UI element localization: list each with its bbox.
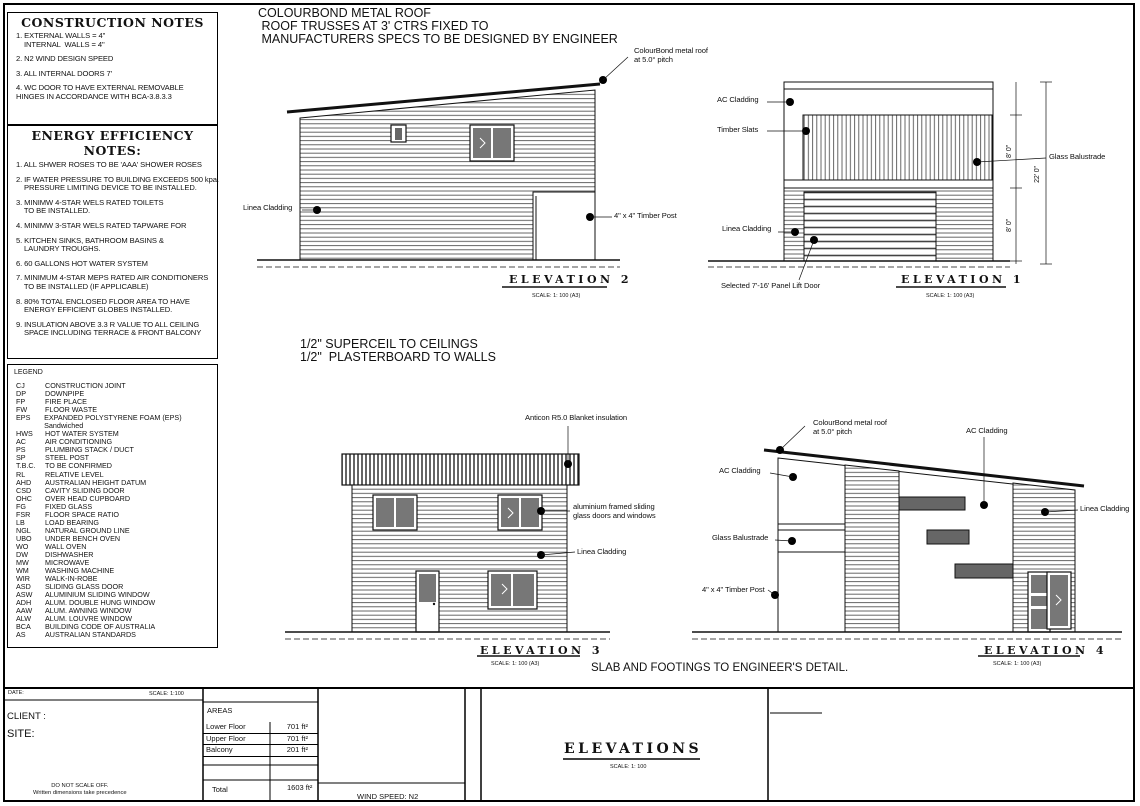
legend-desc: HOT WATER SYSTEM xyxy=(45,429,119,439)
energy-notes-title: ENERGY EFFICIENCY NOTES: xyxy=(31,128,194,158)
e3-title: ELEVATION 3 xyxy=(480,644,604,657)
energy-note: 2. IF WATER PRESSURE TO BUILDING EXCEEDS 500 kpa. PRESSURE LIMITING DEVICE TO BE INSTALLED. xyxy=(16,174,219,193)
legend-desc: LOAD BEARING xyxy=(45,517,99,527)
e4-scale: SCALE: 1: 100 (A3) xyxy=(993,661,1042,667)
ceiling-note: 1/2" SUPERCEIL TO CEILINGS 1/2" PLASTERBOARD TO WALLS xyxy=(300,337,496,364)
slab-note: SLAB AND FOOTINGS TO ENGINEER'S DETAIL. xyxy=(591,662,849,674)
construction-notes-title: CONSTRUCTION NOTES xyxy=(21,15,204,30)
legend-desc: DISHWASHER xyxy=(45,549,94,559)
wind-speed: WIND SPEED: N2 xyxy=(357,792,419,801)
e1-door-label: Selected 7'-16' Panel Lift Door xyxy=(721,281,821,290)
area-value: 701 ft² xyxy=(286,722,308,731)
e1-slats-label: Timber Slats xyxy=(717,125,759,134)
legend-code: LB xyxy=(16,517,25,527)
legend-code: ASD xyxy=(16,582,31,592)
legend-code: RL xyxy=(16,469,26,479)
e1-dim-upper: 8' 0" xyxy=(1006,144,1014,159)
legend-code: AC xyxy=(16,437,26,447)
legend-code: ADH xyxy=(16,598,32,608)
legend-desc: AUSTRALIAN STANDARDS xyxy=(45,630,136,640)
client-label: CLIENT : xyxy=(7,711,46,722)
legend-desc: BUILDING CODE OF AUSTRALIA xyxy=(45,622,156,632)
energy-note: 9. INSULATION ABOVE 3.3 R VALUE TO ALL CEILING SPACE INCLUDING TERRACE & FRONT BALCONY xyxy=(16,319,202,338)
legend-desc: WALK-IN-ROBE xyxy=(45,574,98,584)
disclaimer: DO NOT SCALE OFF. Written dimensions take precedence xyxy=(33,783,127,796)
legend-desc: FLOOR SPACE RATIO xyxy=(45,509,120,519)
legend-desc: STEEL POST xyxy=(45,453,90,463)
e1-title: ELEVATION 1 xyxy=(901,273,1025,286)
legend-desc: UNDER BENCH OVEN xyxy=(45,533,121,543)
legend-desc: ALUM. AWNING WINDOW xyxy=(45,606,132,616)
legend-code: DW xyxy=(16,549,28,559)
e3-window-label: aluminium framed sliding glass doors and windows xyxy=(573,502,656,520)
e4-post-label: 4" x 4" Timber Post xyxy=(702,585,765,594)
construction-note: 1. EXTERNAL WALLS = 4" INTERNAL WALLS = 4" xyxy=(16,31,106,49)
site-label: SITE: xyxy=(7,728,35,740)
energy-note: 7. MINIMUM 4-STAR MEPS RATED AIR CONDITIONERS TO BE INSTALLED (IF APPLICABLE) xyxy=(16,273,209,291)
legend-code: FG xyxy=(16,501,26,511)
e2-roof-label: ColourBond metal roof at 5.0° pitch xyxy=(634,46,708,64)
area-row xyxy=(203,734,318,746)
e3-scale: SCALE: 1: 100 (A3) xyxy=(491,661,540,667)
legend-desc: SLIDING GLASS DOOR xyxy=(45,582,124,592)
total-label: Total xyxy=(212,785,228,794)
legend-code: OHC xyxy=(16,493,32,503)
legend-desc: OVER HEAD CUPBOARD xyxy=(45,493,131,503)
e3-insulation-label: Anticon R5.0 Blanket insulation xyxy=(525,413,628,422)
legend-desc: NATURAL GROUND LINE xyxy=(45,525,130,535)
legend-code: SP xyxy=(16,453,26,463)
e1-dim-lower: 8' 0" xyxy=(1006,218,1014,233)
area-row xyxy=(203,745,318,757)
legend-code: CJ xyxy=(16,381,25,390)
legend-desc: AUSTRALIAN HEIGHT DATUM xyxy=(45,477,147,487)
legend-code: DP xyxy=(16,389,26,399)
energy-note: 4. MINIMW 3-STAR WELS RATED TAPWARE FOR xyxy=(16,220,187,230)
legend-code: FW xyxy=(16,405,28,415)
legend-code: AHD xyxy=(16,477,32,487)
legend-desc: RELATIVE LEVEL xyxy=(45,469,104,479)
construction-note: 4. WC DOOR TO HAVE EXTERNAL REMOVABLE HINGES IN ACCORDANCE WITH BCA-3.8.3.3 xyxy=(16,83,184,101)
legend-code: EPS xyxy=(16,413,31,423)
legend-desc: WASHING MACHINE xyxy=(45,566,115,576)
legend-desc: ALUM. LOUVRE WINDOW xyxy=(45,614,133,624)
area-value: 701 ft² xyxy=(286,733,308,743)
e4-ac-left-label: AC Cladding xyxy=(719,466,761,475)
construction-note: 3. ALL INTERNAL DOORS 7' xyxy=(16,68,112,78)
legend-code: PS xyxy=(16,445,26,455)
legend-desc: TO BE CONFIRMED xyxy=(45,461,112,471)
area-name: Balcony xyxy=(206,745,233,754)
e4-ac-label: AC Cladding xyxy=(966,426,1008,435)
elevation-2-drawing xyxy=(257,57,628,287)
e3-linea-label: Linea Cladding xyxy=(577,547,627,556)
legend-desc: MICROWAVE xyxy=(45,558,90,568)
energy-note: 3. MINIMW 4-STAR WELS RATED TOILETS TO BE INSTALLED. xyxy=(16,197,164,216)
legend-desc: EXPANDED POLYSTYRENE FOAM (EPS) Sandwiched xyxy=(44,413,182,431)
legend-desc: FIRE PLACE xyxy=(45,397,87,407)
areas-title: AREAS xyxy=(207,706,233,715)
legend-desc: ALUMINIUM SLIDING WINDOW xyxy=(45,590,150,600)
legend-title: LEGEND xyxy=(14,369,43,376)
area-value: 201 ft² xyxy=(286,745,308,754)
legend-desc: CONSTRUCTION JOINT xyxy=(45,381,126,390)
legend-desc: DOWNPIPE xyxy=(45,389,85,399)
e1-dim-total: 22' 0" xyxy=(1033,166,1041,183)
legend-code: BCA xyxy=(16,622,31,632)
energy-note: 5. KITCHEN SINKS, BATHROOM BASINS & LAUNDRY TROUGHS. xyxy=(16,235,164,254)
legend-desc: AIR CONDITIONING xyxy=(45,437,113,447)
legend-code: AS xyxy=(16,630,26,640)
e1-glass-label: Glass Balustrade xyxy=(1049,152,1106,161)
legend-code: WIR xyxy=(16,574,30,584)
legend-code: MW xyxy=(16,558,29,568)
legend-code: WO xyxy=(16,541,29,551)
legend-code: CSD xyxy=(16,485,32,495)
energy-note: 1. ALL SHWER ROSES TO BE 'AAA' SHOWER ROSES xyxy=(16,160,202,169)
legend-desc: FLOOR WASTE xyxy=(45,405,98,415)
scale-label: SCALE: 1:100 xyxy=(149,691,184,697)
e2-cladding-label: Linea Cladding xyxy=(243,203,293,212)
e4-glass-label: Glass Balustrade xyxy=(712,533,769,542)
legend-code: FSR xyxy=(16,509,31,519)
legend-code: UBO xyxy=(16,533,32,543)
legend-code: AAW xyxy=(16,606,33,616)
area-name: Lower Floor xyxy=(206,722,246,731)
construction-note: 2. N2 WIND DESIGN SPEED xyxy=(16,54,114,64)
e1-ac-label: AC Cladding xyxy=(717,95,759,104)
legend-desc: CAVITY SLIDING DOOR xyxy=(45,485,125,495)
e2-scale: SCALE: 1: 100 (A3) xyxy=(532,293,581,299)
legend-code: WM xyxy=(16,566,29,576)
roof-note: COLOURBOND METAL ROOF ROOF TRUSSES AT 3' CTRS FIXED TO MANUFACTURERS SPECS TO BE DESIGNED BY ENGINEER xyxy=(258,6,618,46)
e2-title: ELEVATION 2 xyxy=(509,273,633,286)
date-label: DATE: xyxy=(8,690,24,696)
e1-scale: SCALE: 1: 100 (A3) xyxy=(926,293,975,299)
elevation-3-drawing xyxy=(285,426,610,656)
legend-desc: PLUMBING STACK / DUCT xyxy=(45,445,134,455)
energy-note: 6. 60 GALLONS HOT WATER SYSTEM xyxy=(16,258,148,268)
e4-title: ELEVATION 4 xyxy=(984,644,1108,657)
area-name: Upper Floor xyxy=(206,733,246,743)
legend-desc: WALL OVEN xyxy=(45,541,87,551)
sheet-title: ELEVATIONS xyxy=(564,741,703,757)
total-value: 1603 ft² xyxy=(287,783,313,792)
sheet-scale: SCALE: 1: 100 xyxy=(610,764,647,770)
legend-desc: ALUM. DOUBLE HUNG WINDOW xyxy=(45,598,156,608)
legend-code: ALW xyxy=(16,614,32,624)
legend-desc: FIXED GLASS xyxy=(45,501,93,511)
areas-table xyxy=(203,722,318,757)
legend-code: ASW xyxy=(16,590,33,600)
e1-linea-label: Linea Cladding xyxy=(722,224,772,233)
legend-code: T.B.C. xyxy=(16,461,36,471)
legend-code: FP xyxy=(16,397,26,407)
e4-roof-label: ColourBond metal roof at 5.0° pitch xyxy=(813,418,887,436)
legend-code: HWS xyxy=(16,429,33,439)
e4-linea-label: Linea Cladding xyxy=(1080,504,1130,513)
e2-post-label: 4" x 4" Timber Post xyxy=(614,211,677,220)
energy-note: 8. 80% TOTAL ENCLOSED FLOOR AREA TO HAVE ENERGY EFFICIENT GLOBES INSTALLED. xyxy=(16,296,190,315)
elevation-1-drawing xyxy=(708,82,1052,287)
legend-code: NGL xyxy=(16,525,31,535)
area-row xyxy=(203,722,318,734)
